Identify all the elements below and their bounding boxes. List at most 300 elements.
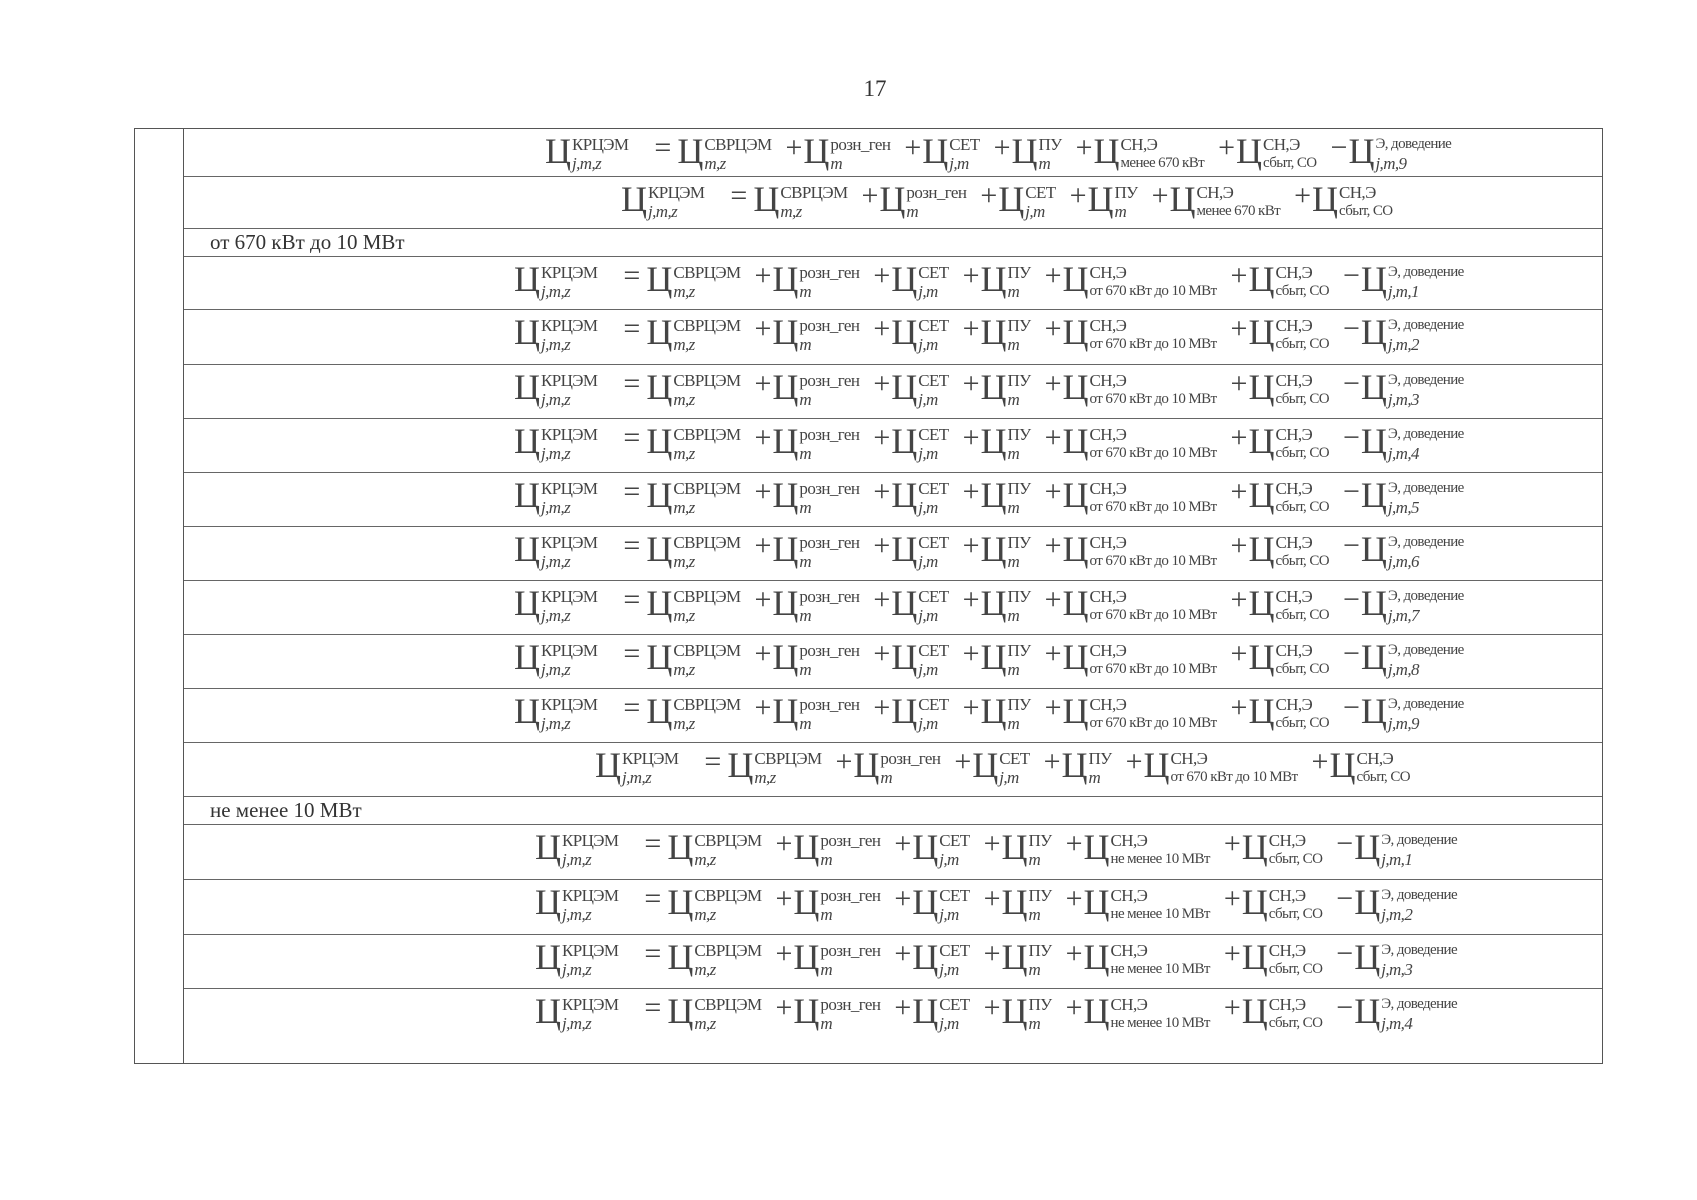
superscript: розн_ген [799,695,860,714]
price-symbol: Ц [1062,421,1089,461]
subscript: m [1007,282,1020,301]
index-stack [1388,475,1464,517]
price-symbol: Ц [1083,937,1110,977]
subscript: сбыт, СО [1275,607,1329,623]
equals-sign: = [654,131,672,164]
superscript: ПУ [1007,641,1031,660]
section-heading-row [184,797,1602,825]
subscript: сбыт, СО [1339,203,1393,219]
superscript: Э, доведение [1381,996,1458,1012]
index-stack [1111,991,1210,1033]
index-stack [799,367,859,409]
subscript: сбыт, СО [1356,769,1410,785]
price-symbol: Ц [535,991,561,1031]
subscript: j,m,z [541,660,571,679]
formula-term [611,475,740,517]
index-stack [1007,637,1030,679]
superscript: КРЦЭМ [541,316,598,335]
price-symbol: Ц [980,475,1007,515]
subscript: сбыт, СО [1275,336,1329,352]
formula-term [980,179,1055,221]
superscript: СЕТ [918,587,949,606]
superscript: СН,Э [1275,587,1313,606]
formula-term [692,745,821,787]
superscript: СВРЦЭМ [673,587,741,606]
price-symbol: Ц [891,529,918,569]
index-stack [1275,259,1329,301]
formula-table [134,128,1603,1064]
subscript: m [799,552,812,571]
superscript: Э, доведение [1381,832,1458,848]
section-heading: от 670 кВт до 10 МВт [210,230,405,254]
subscript: m [880,768,893,787]
superscript: СН,Э [1356,749,1394,768]
price-symbol: Ц [912,991,939,1031]
equals-sign: = [623,421,641,454]
operator: + [1223,937,1241,970]
formula-term [994,131,1062,173]
operator: + [983,991,1001,1024]
price-symbol: Ц [912,827,939,867]
price-symbol: Ц [514,529,540,569]
equals-sign: = [644,937,662,970]
formula [514,689,1464,733]
subscript: m [1007,552,1020,571]
price-symbol: Ц [1093,131,1120,171]
operator: + [754,583,772,616]
subscript: m,z [694,905,716,924]
formula-term [963,259,1031,301]
formula-term [514,367,597,409]
superscript: СВРЦЭМ [673,641,741,660]
superscript: СЕТ [939,886,970,905]
superscript: розн_ген [906,183,967,202]
operator: + [1075,131,1093,164]
subscript: m,z [673,498,695,517]
index-stack [694,991,761,1033]
formula-term [1218,131,1316,173]
formula-term [1126,745,1298,787]
index-stack [1121,131,1205,173]
superscript: СН,Э [1089,533,1127,552]
formula-term [1231,637,1329,679]
operator: + [873,691,891,724]
superscript: КРЦЭМ [622,749,679,768]
subscript: j,m,z [562,1014,592,1033]
subscript: m,z [673,714,695,733]
price-symbol: Ц [1062,259,1089,299]
subscript: m [1007,390,1020,409]
subscript: j,m [918,498,938,517]
subscript: от 670 кВт до 10 МВт [1089,445,1217,461]
superscript: КРЦЭМ [562,886,619,905]
formula-term [535,991,618,1033]
formula-term [904,131,979,173]
price-symbol: Ц [1062,583,1089,623]
formula-term [718,179,847,221]
formula-term [894,827,969,869]
formula-term [514,583,597,625]
formula-row [184,935,1602,989]
formula-term [954,745,1029,787]
operator: + [754,367,772,400]
price-symbol: Ц [1360,475,1387,515]
formula-term [873,421,948,463]
formula-term [1312,745,1410,787]
formula-term [776,991,881,1033]
formula [535,825,1457,869]
operator: − [1336,882,1354,915]
superscript: СВРЦЭМ [694,886,762,905]
index-stack [799,691,859,733]
price-symbol: Ц [667,882,694,922]
operator: + [1044,312,1062,345]
price-symbol: Ц [1087,179,1114,219]
index-stack [572,131,628,173]
subscript: от 670 кВт до 10 МВт [1089,283,1217,299]
formula-term [514,637,597,679]
price-symbol: Ц [667,937,694,977]
operator: + [894,827,912,860]
superscript: Э, доведение [1387,534,1464,550]
index-stack [1356,745,1410,787]
price-symbol: Ц [1001,827,1028,867]
price-symbol: Ц [1001,882,1028,922]
price-symbol: Ц [793,827,820,867]
subscript: m,z [673,606,695,625]
index-stack [1090,475,1217,517]
subscript: j,m,z [541,552,571,571]
formula-term [776,827,881,869]
formula-term [1076,131,1204,173]
subscript: сбыт, СО [1275,499,1329,515]
price-symbol: Ц [1001,937,1028,977]
superscript: СН,Э [1275,316,1313,335]
superscript: СВРЦЭМ [694,831,762,850]
index-stack [1275,475,1329,517]
superscript: СВРЦЭМ [673,316,741,335]
index-stack [1111,937,1210,979]
price-symbol: Ц [1248,691,1275,731]
operator: − [1342,637,1360,670]
formula [514,419,1464,463]
superscript: СН,Э [1275,641,1313,660]
superscript: КРЦЭМ [562,995,619,1014]
subscript: от 670 кВт до 10 МВт [1170,769,1298,785]
superscript: ПУ [1007,479,1031,498]
index-stack [673,529,740,571]
superscript: ПУ [1088,749,1112,768]
price-symbol: Ц [1083,882,1110,922]
formula-term [1045,637,1217,679]
price-symbol: Ц [980,637,1007,677]
formula-row [184,419,1602,473]
formula-row [184,880,1602,935]
formula-term [1224,991,1322,1033]
formula-term [755,637,860,679]
subscript: j,m,1 [1381,850,1413,869]
index-stack [1269,937,1323,979]
operator: + [873,421,891,454]
price-symbol: Ц [772,583,799,623]
index-stack [949,131,979,173]
operator: + [873,583,891,616]
index-stack [1269,882,1323,924]
formula-term [1066,937,1210,979]
superscript: СЕТ [939,831,970,850]
index-stack [673,475,740,517]
operator: + [1230,259,1248,292]
superscript: СВРЦЭМ [694,941,762,960]
formula-term [1045,421,1217,463]
price-symbol: Ц [891,475,918,515]
price-symbol: Ц [535,827,561,867]
subscript: m [906,202,919,221]
subscript: j,m [918,552,938,571]
index-stack [918,529,948,571]
subscript: j,m [939,905,959,924]
subscript: не менее 10 МВт [1110,906,1210,922]
operator: + [904,131,922,164]
subscript: j,m [939,850,959,869]
formula-term [1343,259,1464,301]
index-stack [1275,367,1329,409]
price-symbol: Ц [1360,583,1387,623]
price-symbol: Ц [912,937,939,977]
operator: + [754,691,772,724]
price-symbol: Ц [793,991,820,1031]
operator: + [962,691,980,724]
index-stack [673,312,740,354]
superscript: СН,Э [1089,641,1127,660]
price-symbol: Ц [891,421,918,461]
formula-row [184,527,1602,581]
price-symbol: Ц [1241,882,1268,922]
formula [514,527,1464,571]
subscript: m [820,1014,833,1033]
index-stack [1038,131,1061,173]
operator: + [873,259,891,292]
index-stack [541,637,597,679]
formula-term [984,991,1052,1033]
formula-term [514,691,597,733]
operator: − [1330,131,1348,164]
index-stack [1090,637,1217,679]
superscript: СН,Э [1089,479,1127,498]
price-symbol: Ц [879,179,906,219]
operator: + [1230,529,1248,562]
formula-term [776,937,881,979]
index-stack [1007,691,1030,733]
superscript: розн_ген [880,749,941,768]
price-symbol: Ц [1329,745,1356,785]
subscript: не менее 10 МВт [1110,961,1210,977]
subscript: j,m [939,960,959,979]
formula-term [611,691,740,733]
price-symbol: Ц [853,745,880,785]
formula-term [1231,529,1329,571]
subscript: j,m,z [562,850,592,869]
price-symbol: Ц [1236,131,1262,171]
subscript: не менее 10 МВт [1110,851,1210,867]
formula-term [984,937,1052,979]
subscript: j,m,9 [1375,154,1407,173]
superscript: СЕТ [918,371,949,390]
superscript: Э, доведение [1387,372,1464,388]
price-symbol: Ц [772,312,799,352]
operator: − [1342,259,1360,292]
subscript: j,m [1025,202,1045,221]
price-symbol: Ц [535,882,561,922]
formula [535,935,1457,979]
subscript: j,m,z [541,498,571,517]
formula-term [1045,367,1217,409]
superscript: Э, доведение [1387,264,1464,280]
price-symbol: Ц [803,131,830,171]
index-stack [880,745,940,787]
section-heading-row [184,229,1602,257]
operator: − [1342,312,1360,345]
superscript: СН,Э [1089,695,1127,714]
equals-sign: = [623,259,641,292]
operator: + [1151,179,1169,212]
price-symbol: Ц [1083,827,1110,867]
equals-sign: = [623,367,641,400]
price-symbol: Ц [772,367,799,407]
subscript: j,m [918,444,938,463]
formula-row [184,257,1602,310]
price-symbol: Ц [677,131,704,171]
formula-term [963,475,1031,517]
index-stack [673,367,740,409]
superscript: СН,Э [1170,749,1208,768]
index-stack [1388,312,1464,354]
formula-row [184,581,1602,635]
superscript: СН,Э [1339,183,1376,202]
formula-term [1045,475,1217,517]
subscript: m [1007,714,1020,733]
subscript: m [799,444,812,463]
superscript: КРЦЭМ [562,831,619,850]
superscript: СЕТ [999,749,1030,768]
index-stack [1025,179,1055,221]
superscript: Э, доведение [1387,480,1464,496]
subscript: j,m,4 [1387,444,1419,463]
price-symbol: Ц [545,131,571,171]
superscript: СЕТ [918,641,949,660]
index-stack [1111,827,1210,869]
superscript: СН,Э [1089,425,1127,444]
operator: + [962,312,980,345]
index-stack [799,637,859,679]
index-stack [1388,367,1464,409]
subscript: j,m,z [541,335,571,354]
price-symbol: Ц [514,259,540,299]
price-symbol: Ц [891,312,918,352]
price-symbol: Ц [980,421,1007,461]
index-stack [939,991,969,1033]
operator: + [754,421,772,454]
formula-term [1231,475,1329,517]
subscript: m,z [673,660,695,679]
subscript: j,m [918,282,938,301]
index-stack [648,179,704,221]
operator: + [962,259,980,292]
subscript: менее 670 кВт [1196,203,1281,219]
operator: + [1230,367,1248,400]
superscript: СЕТ [918,425,949,444]
operator: + [1065,991,1083,1024]
subscript: m [1038,154,1051,173]
subscript: m [1028,850,1041,869]
price-symbol: Ц [1354,882,1381,922]
formula-row [184,689,1602,743]
subscript: m [1007,660,1020,679]
formula-term [755,421,860,463]
index-stack [799,529,859,571]
price-symbol: Ц [980,367,1007,407]
formula-term [1343,367,1464,409]
operator: + [1044,637,1062,670]
formula-term [894,937,969,979]
operator: + [1065,937,1083,970]
index-stack [1388,259,1464,301]
index-stack [1275,637,1329,679]
formula-term [1343,637,1464,679]
formula-term [873,691,948,733]
operator: + [1294,179,1311,212]
equals-sign: = [623,691,641,724]
formula-row [184,473,1602,527]
formula-term [514,529,597,571]
superscript: Э, доведение [1387,426,1464,442]
formula-row [184,177,1602,229]
superscript: КРЦЭМ [541,479,598,498]
formula-term [1343,421,1464,463]
price-symbol: Ц [912,882,939,922]
price-symbol: Ц [1061,745,1088,785]
formula-term [873,583,948,625]
formula-term [514,475,597,517]
index-stack [541,583,597,625]
formula-term [1343,475,1464,517]
superscript: СВРЦЭМ [673,533,741,552]
price-symbol: Ц [891,583,918,623]
index-stack [1381,882,1457,924]
subscript: от 670 кВт до 10 МВт [1089,661,1217,677]
formula-term [1336,882,1457,924]
superscript: розн_ген [799,533,860,552]
superscript: СН,Э [1089,316,1127,335]
subscript: m [799,660,812,679]
subscript: m,z [673,335,695,354]
subscript: сбыт, СО [1268,961,1323,977]
superscript: СЕТ [918,263,949,282]
price-symbol: Ц [793,937,820,977]
formula-term [1044,745,1112,787]
subscript: j,m,z [541,390,571,409]
price-symbol: Ц [772,691,799,731]
superscript: КРЦЭМ [541,263,598,282]
operator: + [1044,421,1062,454]
subscript: j,m,6 [1387,552,1419,571]
operator: + [785,131,803,164]
price-symbol: Ц [1169,179,1196,219]
superscript: СН,Э [1275,263,1313,282]
price-symbol: Ц [772,475,799,515]
price-symbol: Ц [1248,367,1275,407]
formula-term [755,529,860,571]
